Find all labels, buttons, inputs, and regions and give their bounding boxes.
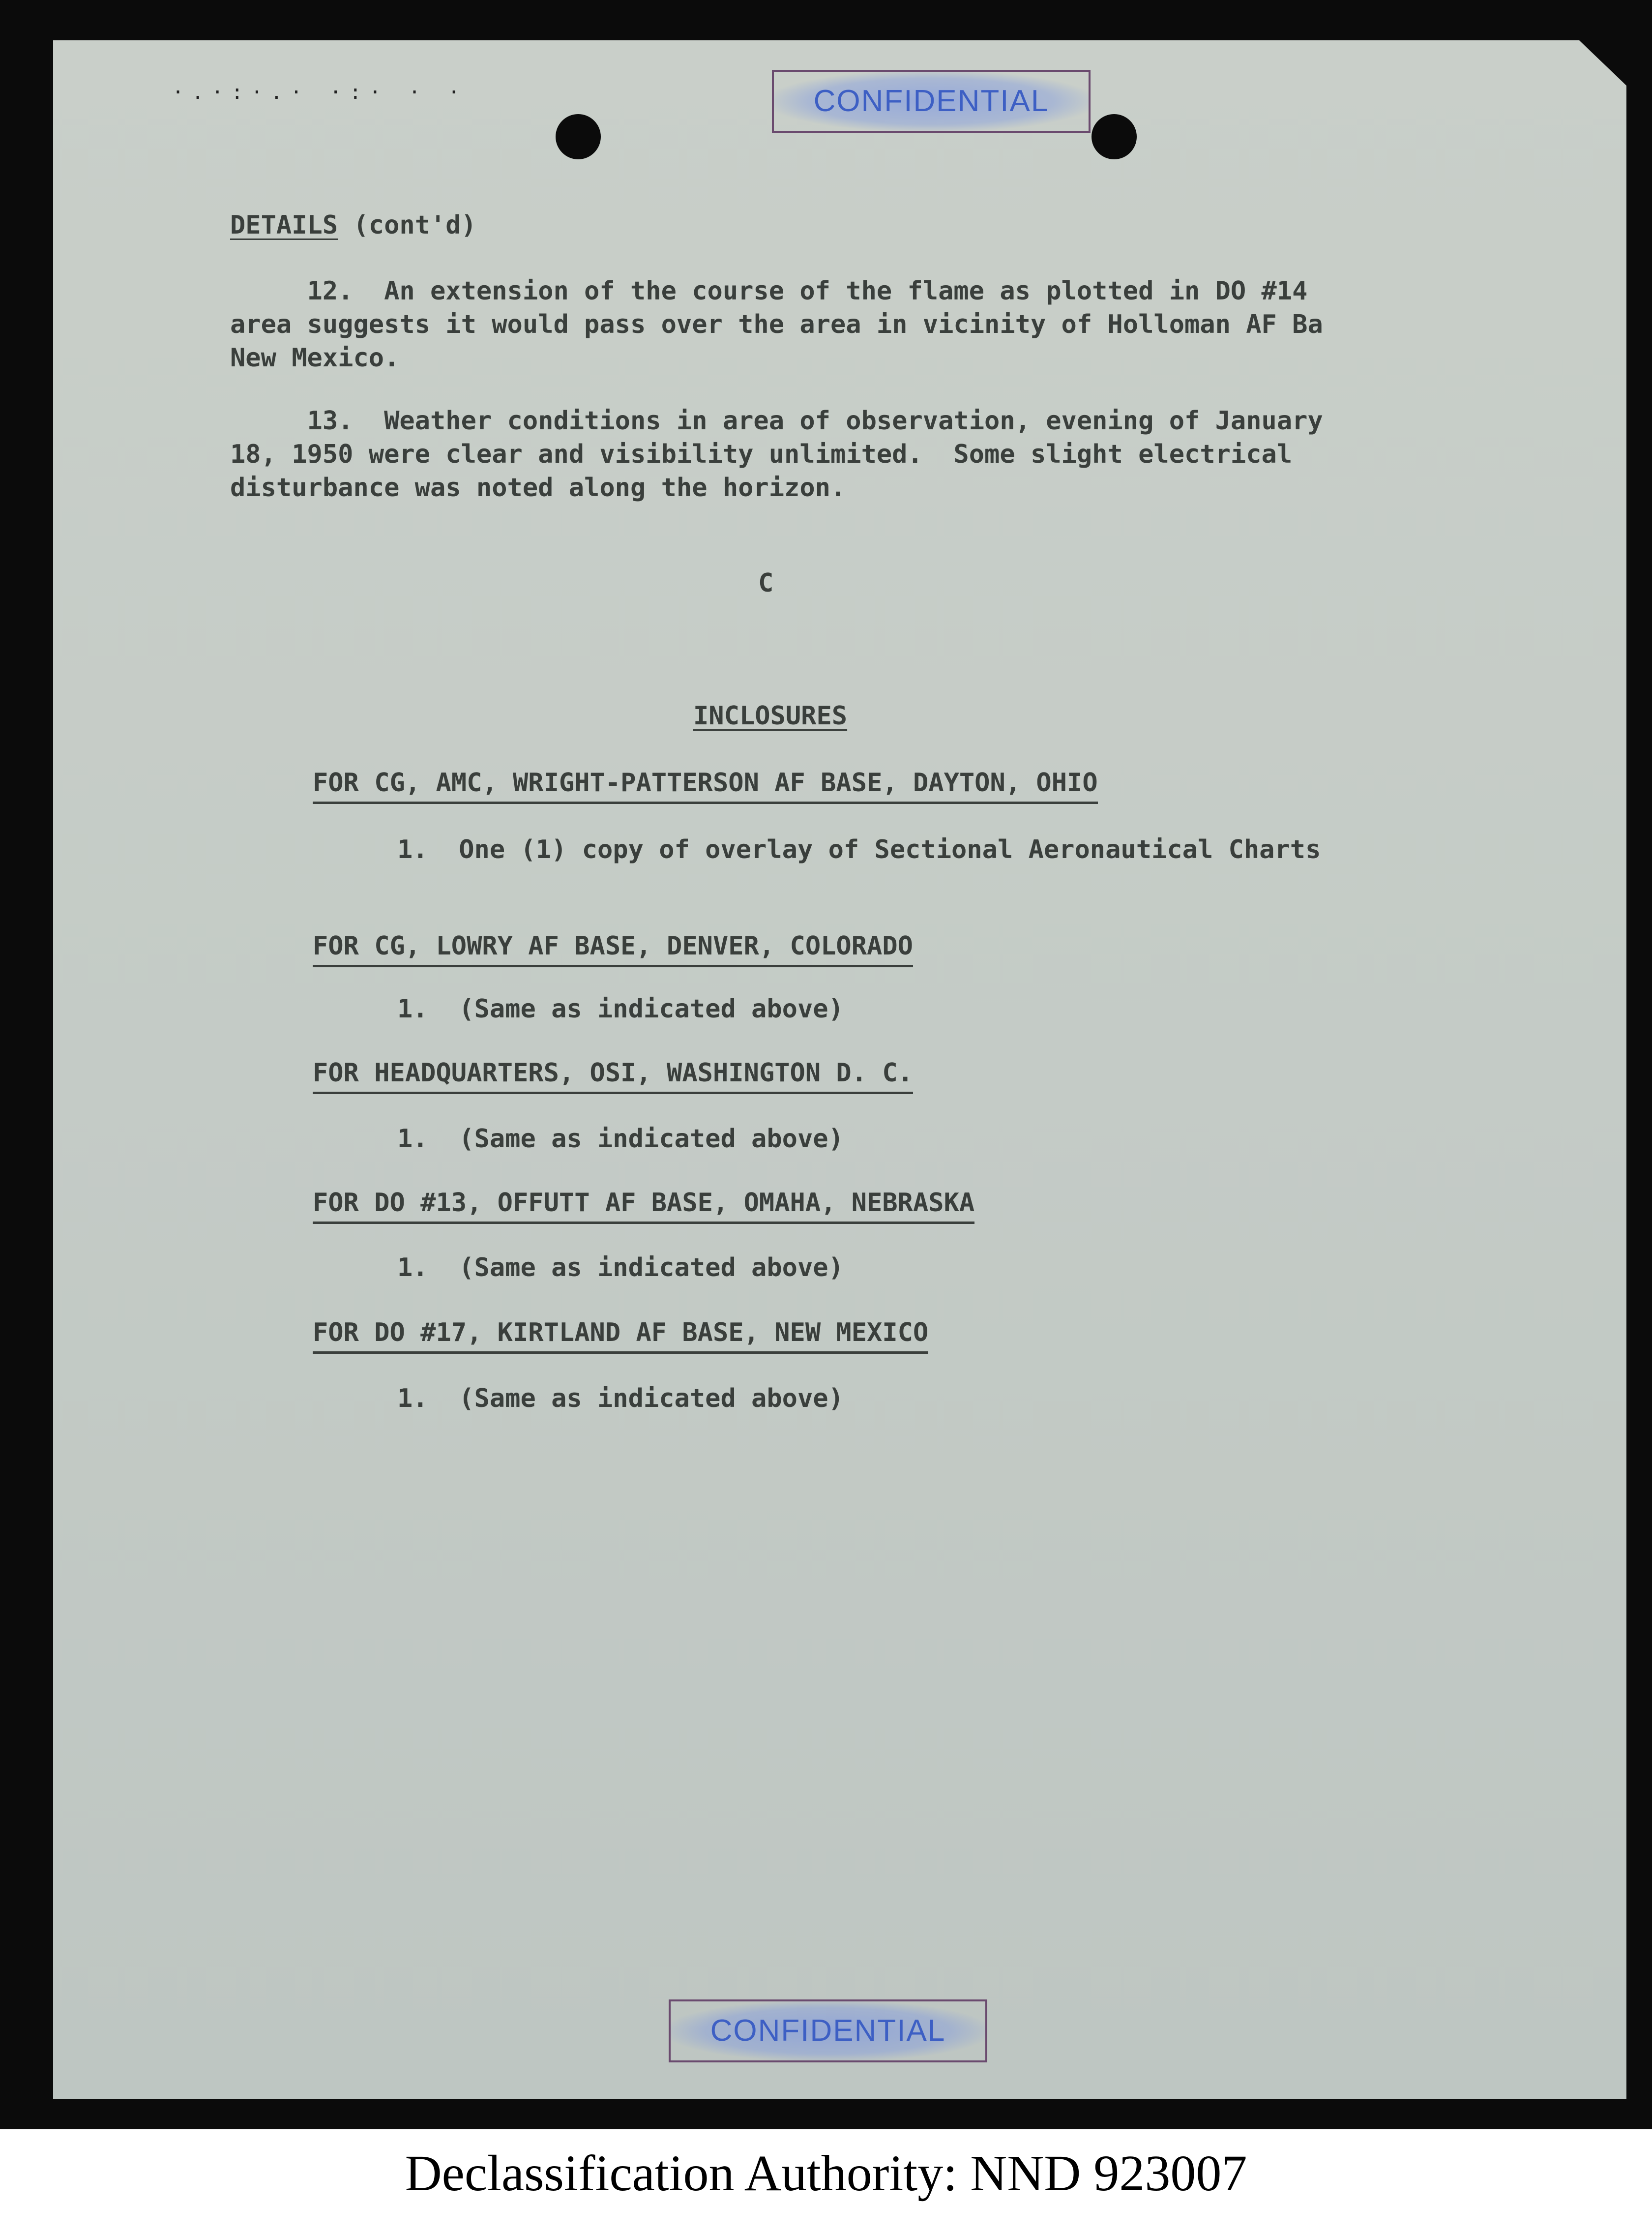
confidential-stamp-top: CONFIDENTIAL (772, 70, 1091, 133)
punch-hole-right (1092, 114, 1137, 159)
inclosure-recipient: FOR CG, LOWRY AF BASE, DENVER, COLORADO (313, 929, 913, 967)
para12-line2: area suggests it would pass over the area in vicinity of Holloman AF Ba (230, 310, 1323, 339)
paper-specks: ·.·:·.· ·:· · · (172, 81, 468, 104)
para12-line3: New Mexico. (230, 343, 400, 373)
inclosures-heading: INCLOSURES (693, 701, 848, 731)
inclosure-recipient: FOR CG, AMC, WRIGHT-PATTERSON AF BASE, DAYTON, OHIO (313, 766, 1098, 804)
para13-line2: 18, 1950 were clear and visibility unlimited. Some slight electrical (230, 440, 1293, 469)
para12-line1: 12. An extension of the course of the flame as plotted in DO #14 (230, 276, 1308, 306)
details-heading-suffix: (cont'd) (338, 210, 476, 240)
punch-hole-left (556, 114, 601, 159)
confidential-stamp-bottom: CONFIDENTIAL (669, 1999, 987, 2062)
inclosure-recipient: FOR DO #13, OFFUTT AF BASE, OMAHA, NEBRASKA (313, 1186, 974, 1224)
closing-mark: C (758, 568, 774, 598)
inclosure-item: 1. (Same as indicated above) (397, 1384, 844, 1413)
details-heading: DETAILS (cont'd) (230, 209, 476, 242)
inclosure-item: 1. (Same as indicated above) (397, 1253, 844, 1282)
para13-line3: disturbance was noted along the horizon. (230, 473, 846, 503)
inclosure-item: 1. (Same as indicated above) (397, 1124, 844, 1154)
para13-line1: 13. Weather conditions in area of observation, evening of January (230, 406, 1323, 436)
inclosure-item: 1. One (1) copy of overlay of Sectional Aeronautical Charts (397, 835, 1321, 864)
declassification-caption: Declassification Authority: NND 923007 (405, 2145, 1247, 2202)
inclosure-recipient: FOR DO #17, KIRTLAND AF BASE, NEW MEXICO (313, 1316, 928, 1354)
inclosure-recipient: FOR HEADQUARTERS, OSI, WASHINGTON D. C. (313, 1056, 913, 1094)
inclosure-item: 1. (Same as indicated above) (397, 994, 844, 1024)
